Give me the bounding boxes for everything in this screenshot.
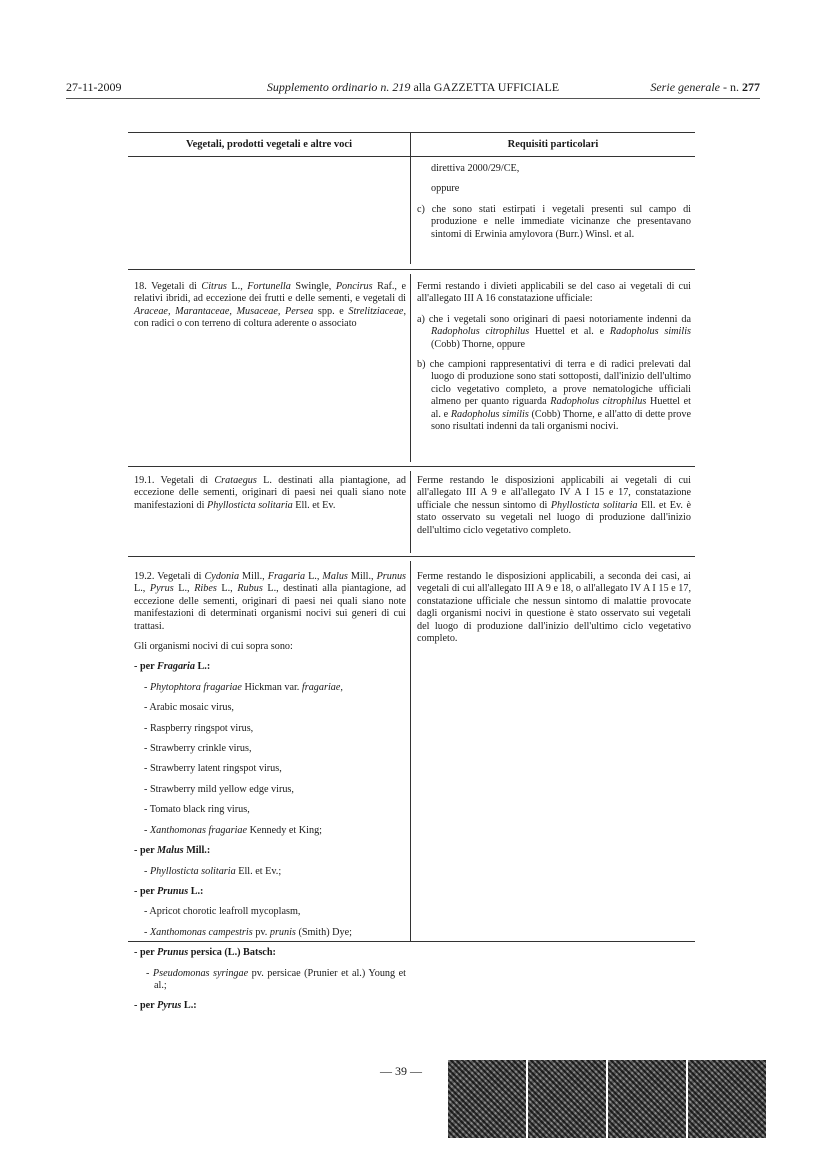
list-item: - Strawberry crinkle virus,	[144, 743, 252, 755]
table-top-border	[128, 132, 695, 133]
group-pyrus: - per Pyrus L.:	[134, 1000, 197, 1012]
group-prunus: - per Prunus L.:	[134, 885, 204, 897]
header-rule	[66, 98, 760, 99]
column-header-requisiti: Requisiti particolari	[507, 139, 599, 150]
column-divider	[410, 274, 411, 462]
header-publication: Supplemento ordinario n. 219 alla GAZZETTA UFFICIALE	[266, 80, 560, 94]
column-divider	[410, 156, 411, 264]
row3-plants: 19.1. Vegetali di Crataegus L. destinati alla piantagione, ad eccezione delle sementi, originari di paesi nei quali siano note manifestazioni di Phyllosticta solitaria Ell. et Ev.	[134, 475, 406, 511]
row-divider	[128, 269, 695, 270]
column-divider	[410, 471, 411, 553]
row1-requirements: direttiva 2000/29/CE, oppure c) che sono stati estirpati i vegetali presenti sul campo di produzione e nelle immediate vicinanze che presentavano sintomi di Erwinia amylovora (Burr.) Winsl. et al.	[417, 163, 691, 240]
barcode-pattern	[528, 1060, 606, 1138]
barcode-pattern	[448, 1060, 526, 1138]
list-item: - Pseudomonas syringae pv. persicae (Prunier et al.) Young et al.;	[146, 967, 406, 991]
list-item: - Xanthomonas campestris pv. prunis (Smith) Dye;	[144, 926, 352, 938]
row-divider	[128, 466, 695, 467]
header-date: 27-11-2009	[66, 80, 122, 94]
list-item: - Xanthomonas fragariae Kennedy et King;	[144, 824, 323, 836]
group-prunus-persica: - per Prunus persica (L.) Batsch:	[134, 947, 276, 959]
row4-requirements: Ferme restando le disposizioni applicabili, a seconda dei casi, ai vegetali di cui all'allegato III A 9 e 18, o all'allegato IV A I 15 e 17, constatazione ufficiale che nessun sintomo di malattie provocate dagli organismi nocivi in questione è stato osservato sui vegetali del luogo di produzione dall'inizio dell'ultimo ciclo vegetativo completo.	[417, 571, 691, 645]
list-item: - Tomato black ring virus,	[144, 804, 250, 816]
list-item: - Apricot chorotic leafroll mycoplasm,	[144, 906, 301, 918]
column-header-vegetali: Vegetali, prodotti vegetali e altre voci	[185, 139, 353, 150]
group-fragaria: - per Fragaria L.:	[134, 661, 211, 673]
list-item: - Strawberry latent ringspot virus,	[144, 763, 282, 775]
list-item: - Arabic mosaic virus,	[144, 702, 234, 714]
row3-requirements: Ferme restando le disposizioni applicabili ai vegetali di cui all'allegato III A 9 e all'allegato IV A I 15 e 17, constatazione ufficiale che nessun sintomo di Phyllosticta solitaria Ell. et Ev. è stato osservato su vegetali nel luogo di produzione dall'inizio dell'ultimo ciclo vegetativo completo.	[417, 475, 691, 536]
table-header-border	[128, 156, 695, 157]
barcode-pattern	[688, 1060, 766, 1138]
list-item: - Phyllosticta solitaria Ell. et Ev.;	[144, 865, 282, 877]
row2-plants: 18. Vegetali di Citrus L., Fortunella Swingle, Poncirus Raf., e relativi ibridi, ad eccezione dei frutti e delle sementi, e vegetali di Araceae, Marantaceae, Musaceae, Persea spp. e Strelitziaceae, con radici o con terreno di coltura aderente o associato	[134, 281, 406, 330]
group-malus: - per Malus Mill.:	[134, 845, 211, 857]
row2-requirements: Fermi restando i divieti applicabili se del caso ai vegetali di cui all'allegato III A 16 constatazione ufficiale: a) che i vegetali sono originari di paesi notoriamente indenni da Radopholus citrophilus Huettel et al. e Radopholus similis (Cobb) Thorne, oppure b) che campioni rappresentativi di terra e di radici prelevati dal luogo di produzione sono stati sottoposti, dall'inizio dell'ultimo ciclo vegetativo completo, a prove nematologiche ufficiali almeno per quanto riguarda Radopholus citrophilus Huettel et al. e Radopholus similis (Cobb) Thorne, e all'atto di dette prove sono risultati indenni da tali organismi nocivi.	[417, 281, 691, 433]
header-series: Serie generale - n. 277	[650, 80, 760, 94]
list-item: - Phytophtora fragariae Hickman var. fragariae,	[144, 681, 343, 693]
barcode-pattern	[608, 1060, 686, 1138]
page-number: — 39 —	[380, 1064, 422, 1078]
list-item: - Raspberry ringspot virus,	[144, 722, 254, 734]
row-divider	[128, 556, 695, 557]
row4-plants: 19.2. Vegetali di Cydonia Mill., Fragaria L., Malus Mill., Prunus L., Pyrus L., Ribes L., Rubus L., destinati alla piantagione, ad eccezione delle sementi, originari di paesi nei quali siano note manifestazioni di determinati organismi nocivi sui generi di cui trattasi. Gli organismi nocivi di cui sopra sono: - per Fragaria L.: - Phytophtora fragariae Hickman var. fragariae, - Arabic mosaic virus, - Raspberry ringspot virus, - Strawberry crinkle virus, - Strawberry latent ringspot virus, - Strawberry mild yellow edge virus, - Tomato black ring virus, - Xanthomonas fragariae Kennedy et King; - per Malus Mill.: - Phyllosticta solitaria Ell. et Ev.; - per Prunus L.: - Apricot chorotic leafroll mycoplasm, - Xanthomonas campestris pv. prunis (Smith) Dye; - per Prunus persica (L.) Batsch: - Pseudomonas syringae pv. persicae (Prunier et al.) Young et al.; - per Pyrus L.:	[134, 571, 406, 1012]
column-divider	[410, 561, 411, 941]
list-item: - Strawberry mild yellow edge virus,	[144, 783, 294, 795]
